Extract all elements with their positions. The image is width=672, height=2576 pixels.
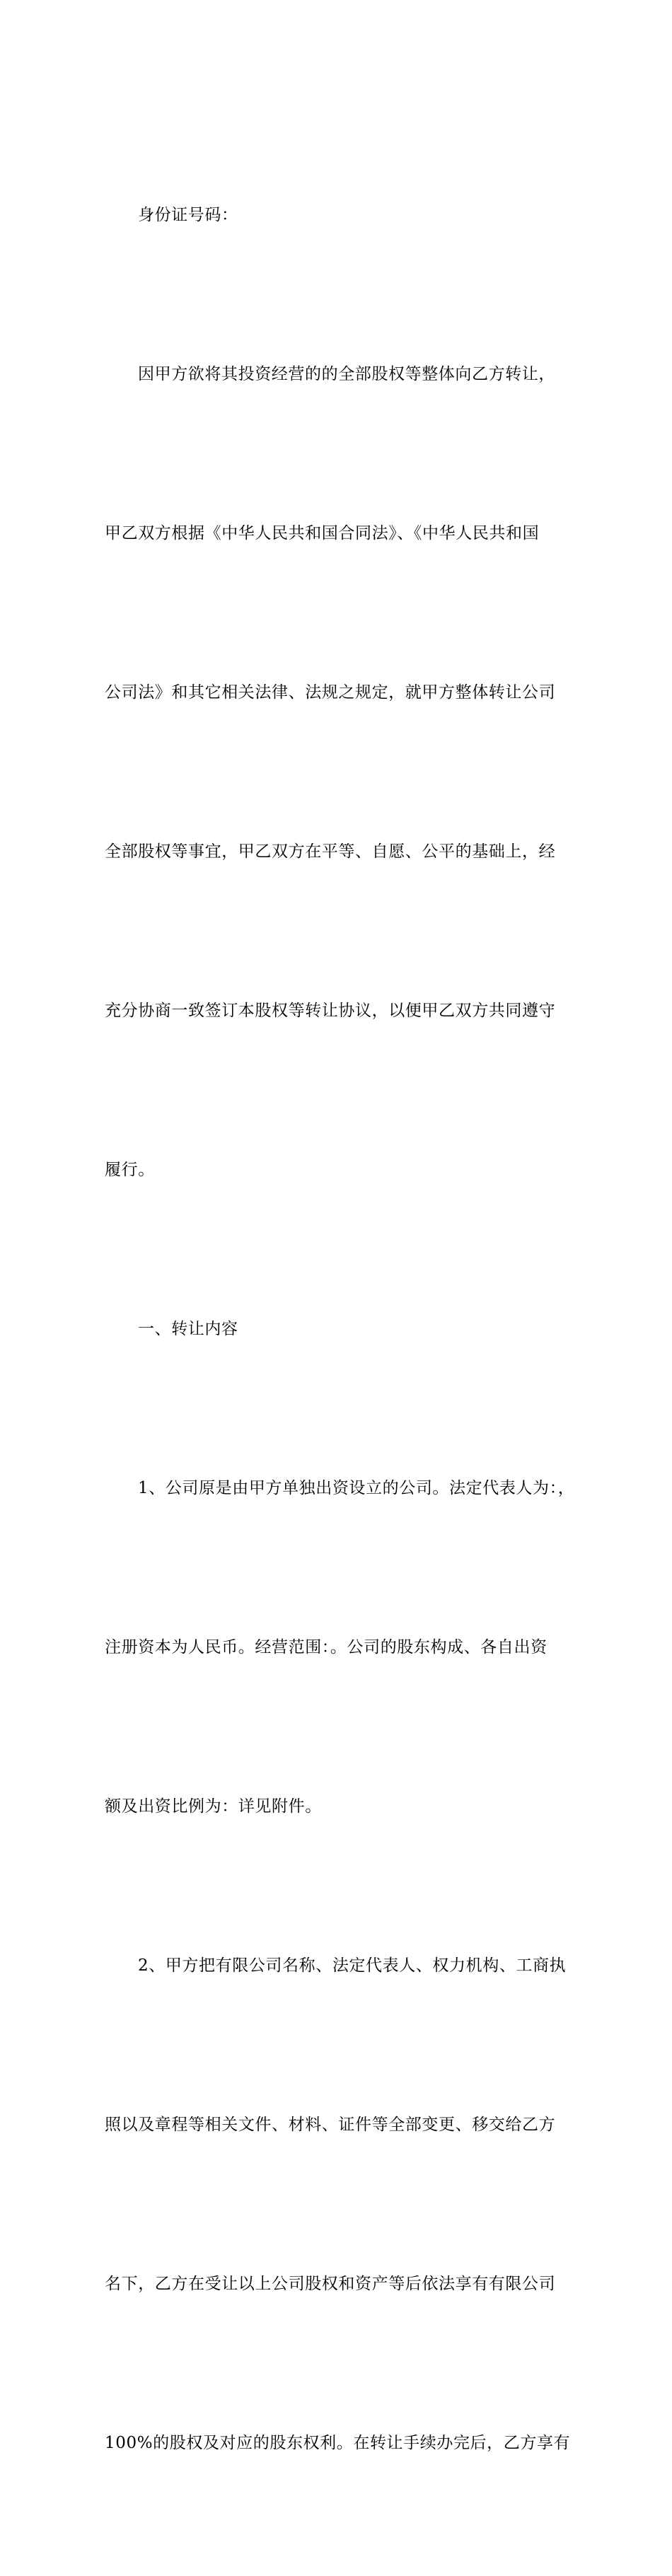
document-body — [105, 83, 575, 2576]
clause-line: 额及出资比例为：详见附件。 — [105, 1797, 322, 1816]
id-number-line: 身份证号码： — [138, 206, 238, 224]
section-heading: 一、转让内容 — [138, 1320, 238, 1338]
clause-line: 照以及章程等相关文件、材料、证件等全部变更、移交给乙方 — [105, 2116, 556, 2134]
paragraph-line: 全部股权等事宜，甲乙双方在平等、自愿、公平的基础上，经 — [105, 842, 556, 861]
paragraph-line: 因甲方欲将其投资经营的的全部股权等整体向乙方转让， — [138, 365, 555, 383]
clause-line: 2、甲方把有限公司名称、法定代表人、权力机构、工商执 — [138, 1956, 567, 1975]
clause-line: 名下，乙方在受让以上公司股权和资产等后依法享有有限公司 — [105, 2275, 556, 2293]
paragraph-line: 公司法》和其它相关法律、法规之规定，就甲方整体转让公司 — [105, 683, 556, 702]
clause-line: 1、公司原是由甲方单独出资设立的公司。法定代表人为：， — [138, 1479, 575, 1497]
clause-line: 100%的股权及对应的股东权利。在转让手续办完后，乙方享有 — [105, 2434, 571, 2452]
paragraph-line: 充分协商一致签订本股权等转让协议，以便甲乙双方共同遵守 — [105, 1002, 556, 1020]
paragraph-line: 履行。 — [105, 1161, 155, 1179]
paragraph-line: 甲乙双方根据《中华人民共和国合同法》、《中华人民共和国 — [105, 524, 540, 543]
clause-line: 注册资本为人民币。经营范围：。公司的股东构成、各自出资 — [105, 1638, 548, 1657]
